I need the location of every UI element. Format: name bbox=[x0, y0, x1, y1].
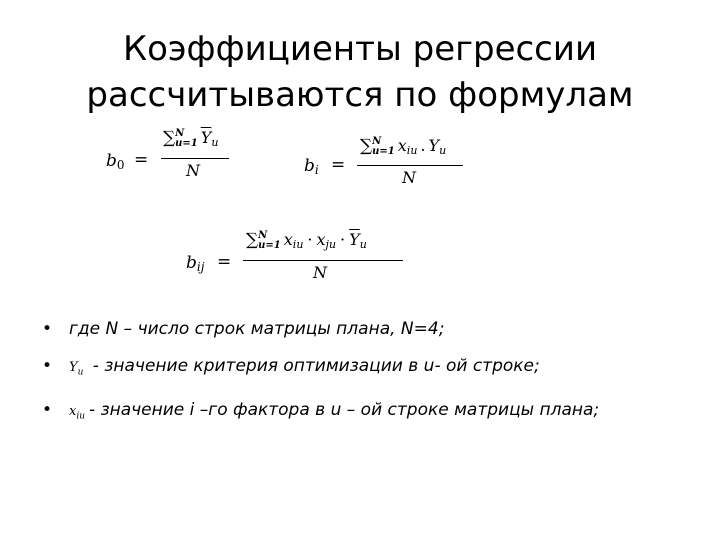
b0-equals: = bbox=[134, 150, 149, 170]
title-line-1: Коэффициенты регрессии bbox=[122, 29, 598, 69]
bij-term2: x bbox=[316, 230, 326, 249]
bullet-3-symbol bbox=[69, 403, 86, 422]
b0-term-sub: u bbox=[211, 136, 219, 149]
bi-denominator: N bbox=[402, 168, 416, 187]
b0-denominator: N bbox=[186, 161, 200, 180]
bi-term1: x bbox=[397, 136, 407, 155]
bij-lower-var: u bbox=[258, 239, 266, 251]
title-line-2: рассчитываются по формулам bbox=[86, 75, 634, 115]
bij-term2-sub: ju bbox=[325, 238, 337, 251]
bi-term2-sub: u bbox=[439, 144, 447, 157]
definitions-list bbox=[42, 316, 662, 440]
bullet-1-text: где N – число строк матрицы плана, N=4; bbox=[69, 319, 445, 339]
b0-lower-val: =1 bbox=[182, 137, 198, 149]
bi-term1-sub: iu bbox=[406, 144, 418, 157]
bij-sum-sign: ∑ bbox=[246, 230, 259, 250]
b0-lower-var: u bbox=[175, 137, 183, 149]
bi-equals: = bbox=[331, 155, 346, 175]
b0-subscript: 0 bbox=[116, 158, 125, 172]
b0-symbol: b bbox=[106, 151, 117, 171]
bi-lower-var: u bbox=[372, 145, 380, 157]
bij-subscript: ij bbox=[196, 260, 205, 274]
bi-symbol: b bbox=[304, 156, 315, 176]
bij-term1: x bbox=[283, 230, 293, 249]
b0-sum-sign: ∑ bbox=[163, 128, 176, 148]
bi-term2: Y bbox=[428, 136, 440, 155]
b0-upper-limit: N bbox=[175, 127, 185, 139]
bullet-item-x bbox=[42, 397, 662, 431]
bi-sum-sign: ∑ bbox=[360, 136, 373, 156]
bij-lower-val: =1 bbox=[265, 239, 281, 251]
bullet-3-symbol-letter: x bbox=[69, 403, 77, 419]
bij-term3: $\overline{Y}$ bbox=[349, 230, 360, 249]
bullet-3-text: - значение i –го фактора в u – ой строке матрицы плана; bbox=[89, 399, 600, 420]
bij-numerator bbox=[246, 230, 367, 251]
bullet-2-text: - значение критерия оптимизации в u- ой строке; bbox=[87, 356, 540, 376]
bullet-item-y bbox=[42, 353, 662, 387]
bullet-2-symbol-letter: Y bbox=[69, 360, 78, 375]
bij-denominator: N bbox=[313, 263, 327, 282]
bij-term3-sub: u bbox=[359, 238, 367, 251]
bi-lower-val: =1 bbox=[379, 145, 395, 157]
bi-subscript: i bbox=[314, 163, 319, 177]
bi-upper-limit: N bbox=[372, 135, 382, 147]
bullet-3-symbol-sub: iu bbox=[76, 411, 86, 422]
bij-sum-limits bbox=[258, 231, 281, 251]
bullet-2-symbol-sub: u bbox=[77, 367, 84, 378]
bij-fraction-bar bbox=[243, 260, 403, 261]
bij-lhs bbox=[186, 253, 204, 274]
bullet-2-symbol bbox=[69, 360, 84, 378]
b0-term: $\overline{Y}$ bbox=[200, 128, 212, 147]
bullet-item-n bbox=[42, 316, 662, 343]
bij-term1-sub: iu bbox=[292, 238, 304, 251]
bij-dot-1: · bbox=[307, 230, 313, 249]
bij-upper-limit: N bbox=[258, 229, 268, 241]
bi-dot: . bbox=[420, 136, 426, 155]
bij-lower-limit bbox=[258, 241, 281, 251]
bij-symbol: b bbox=[186, 253, 197, 273]
bij-dot-2: · bbox=[340, 230, 346, 249]
bij-equals: = bbox=[217, 252, 232, 272]
